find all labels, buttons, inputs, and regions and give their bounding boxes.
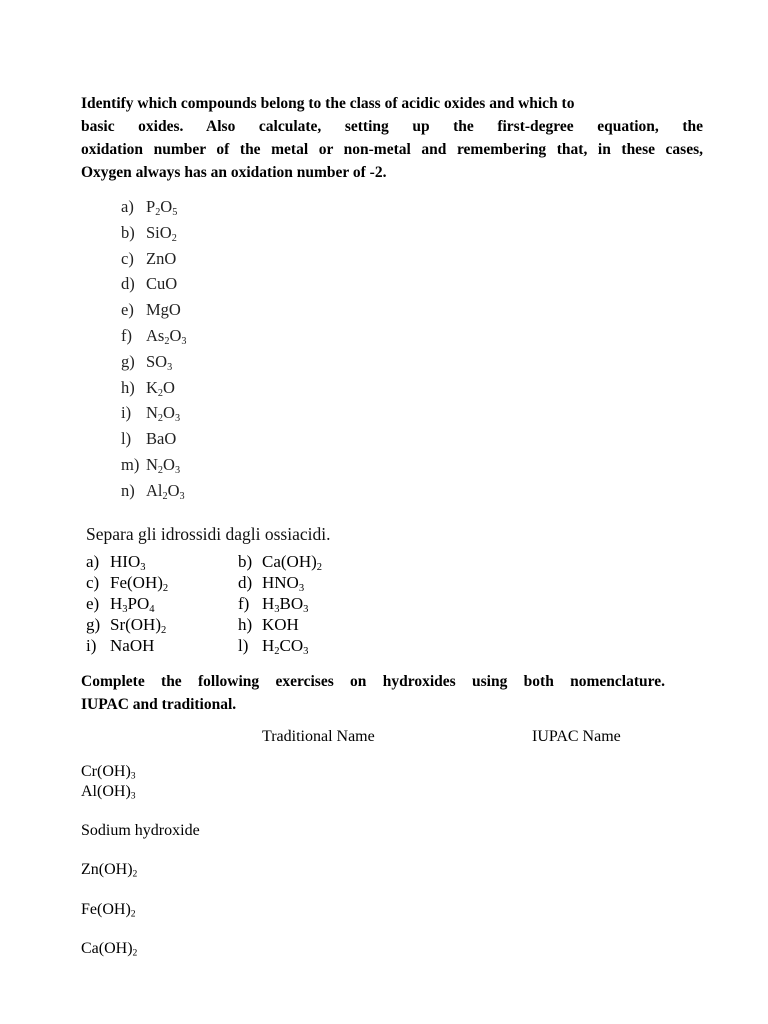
formula: $Sr(OH)_2$: [110, 615, 167, 636]
separa-row: [86, 551, 390, 572]
list-item: [121, 478, 186, 504]
hydroxide-item: $Zn(OH)_2$: [81, 861, 138, 880]
formula: ZnO: [146, 248, 177, 268]
list-item: [121, 271, 186, 297]
formula: $Fe(OH)_2$: [110, 573, 169, 594]
list-item: [86, 551, 238, 572]
list-item: [86, 614, 238, 635]
hydroxide-item: Sodium hydroxide: [81, 822, 200, 839]
formula: $Al_2O_3$: [146, 480, 185, 502]
separa-row: [86, 635, 390, 656]
hydroxide-item: $Cr(OH)_3$: [81, 763, 136, 782]
intro-line: Identify which compounds belong to the class of acidic oxides and which to: [81, 95, 575, 112]
item-label: g): [86, 615, 101, 634]
hydroxide-item: $Fe(OH)_2$: [81, 901, 136, 920]
formula: $As_2O_3$: [146, 325, 187, 347]
list-item: [121, 400, 186, 426]
item-label: b): [238, 552, 253, 571]
formula: $Ca(OH)_2$: [262, 552, 323, 573]
list-item: [121, 220, 186, 246]
list-item: [238, 572, 390, 593]
item-label: f): [238, 594, 250, 613]
list-item: [121, 323, 186, 349]
formula: $N_2O_3$: [146, 454, 181, 476]
list-item: [86, 593, 238, 614]
formula: KOH: [262, 615, 299, 634]
item-label: c): [86, 573, 100, 592]
list-item: [121, 426, 186, 452]
intro-paragraph: [81, 92, 703, 184]
column-iupac-name: IUPAC Name: [532, 728, 621, 745]
column-traditional-name: Traditional Name: [262, 728, 375, 745]
separa-row: [86, 572, 390, 593]
formula: $H_3BO_3$: [262, 594, 309, 615]
list-item: [121, 297, 186, 323]
formula: SiO$_2$: [146, 222, 177, 244]
list-item: [121, 194, 186, 220]
intro-line: basic oxides. Also calculate, setting up the first-degree equation, the: [81, 118, 703, 135]
formula: CuO: [146, 274, 178, 294]
item-label: a): [86, 552, 100, 571]
formula: NaOH: [110, 636, 155, 655]
formula: MgO: [146, 300, 181, 320]
formula: $K_2O$: [146, 377, 175, 399]
list-item: [121, 246, 186, 272]
item-label: c): [121, 248, 134, 268]
item-label: e): [121, 300, 134, 320]
list-item: [238, 593, 390, 614]
item-label: l): [238, 636, 249, 655]
oxide-list: [121, 194, 186, 504]
item-label: n): [121, 480, 135, 500]
list-item: [238, 551, 390, 572]
item-label: f): [121, 325, 132, 345]
item-label: i): [86, 636, 97, 655]
list-item: [121, 349, 186, 375]
item-label: a): [121, 197, 134, 216]
item-label: g): [121, 351, 135, 371]
item-label: l): [121, 429, 132, 449]
hydroxide-item: $Al(OH)_3$: [81, 783, 136, 802]
separa-row: [86, 593, 390, 614]
list-item: [238, 635, 390, 656]
formula: $H_2CO_3$: [262, 636, 309, 657]
item-label: d): [238, 573, 253, 592]
list-item: [86, 635, 238, 656]
complete-line: IUPAC and traditional.: [81, 696, 237, 713]
item-label: m): [121, 454, 140, 474]
hydroxide-item: $Ca(OH)_2$: [81, 940, 138, 959]
item-label: d): [121, 274, 135, 294]
list-item: [86, 572, 238, 593]
formula: $N_2O_3$: [146, 403, 181, 425]
separa-title: Separa gli idrossidi dagli ossiacidi.: [86, 524, 331, 544]
item-label: b): [121, 222, 135, 242]
separa-row: [86, 614, 390, 635]
complete-line: Complete the following exercises on hydroxides using both nomenclature.: [81, 673, 665, 690]
formula: BaO: [146, 429, 177, 449]
item-label: h): [121, 377, 135, 397]
formula: $HIO_3$: [110, 552, 146, 573]
item-label: e): [86, 594, 100, 613]
item-label: i): [121, 403, 132, 423]
intro-line: oxidation number of the metal or non-metal and remembering that, in these cases,: [81, 141, 703, 158]
item-label: h): [238, 615, 253, 634]
list-item: [121, 452, 186, 478]
formula: $H_3PO_4$: [110, 594, 155, 615]
intro-line: Oxygen always has an oxidation number of -2.: [81, 164, 387, 181]
list-item: [121, 375, 186, 401]
complete-paragraph: [81, 670, 665, 716]
formula: $SO_3$: [146, 351, 173, 373]
separa-grid: [86, 551, 390, 656]
formula: $P_2O_5$: [146, 197, 178, 218]
formula: $HNO_3$: [262, 573, 305, 594]
list-item: [238, 614, 390, 635]
